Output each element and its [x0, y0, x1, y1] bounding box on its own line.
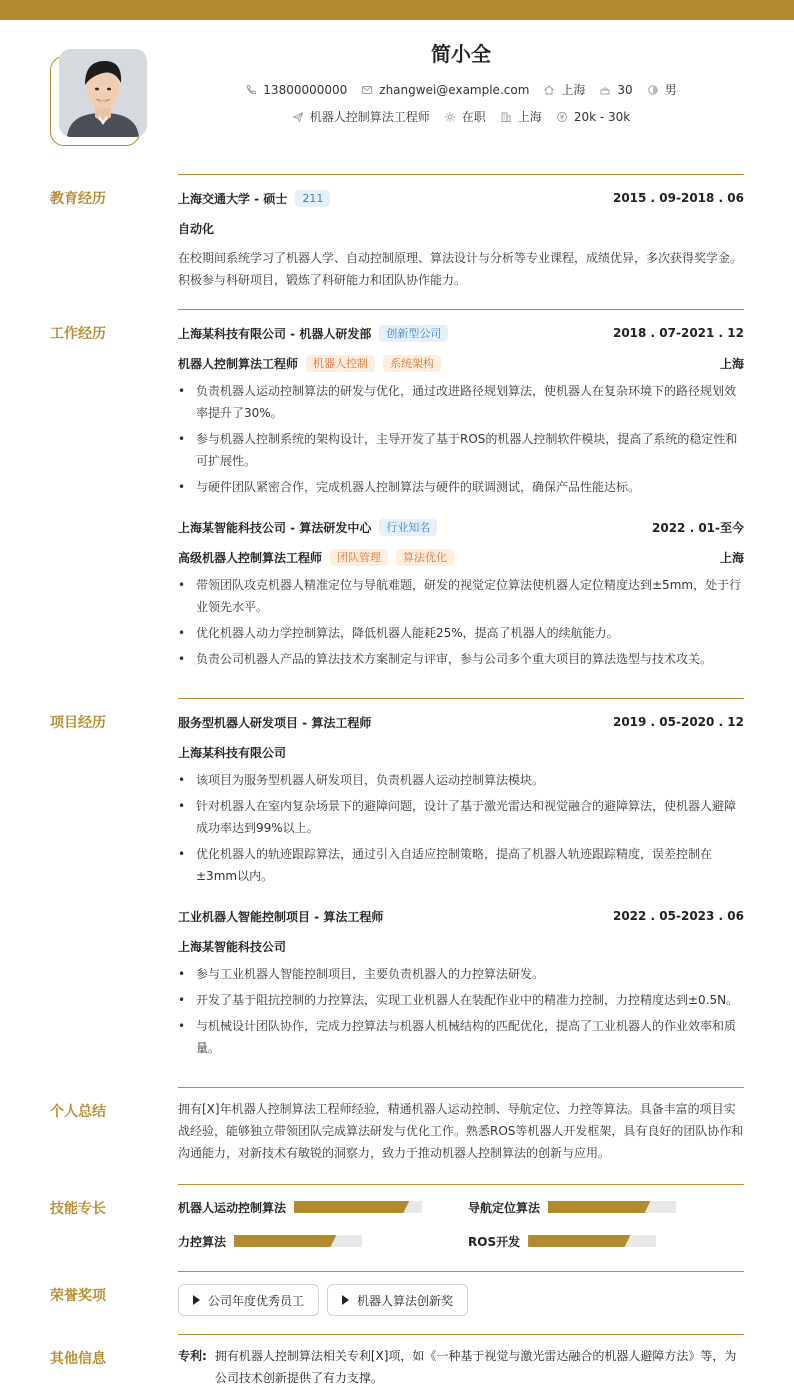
skill-name: 机器人运动控制算法 [178, 1200, 287, 1215]
section-title: 技能专长 [50, 1201, 106, 1217]
summary-body [178, 1087, 744, 1164]
skills-grid [178, 1199, 744, 1249]
bullet-item: • 带领团队攻克机器人精准定位与导航难题，研发的视觉定位算法使机器人定位精度达到±5mm，处于行业领先水平。 [178, 574, 744, 618]
bullet-item: • 参与机器人控制系统的架构设计，主导开发了基于ROS的机器人控制软件模块，提高了系统的稳定性和可扩展性。 [178, 428, 744, 472]
skills-body [178, 1184, 744, 1249]
section-title: 项目经历 [50, 715, 106, 731]
skill-fill [294, 1201, 409, 1213]
school-name: 上海交通大学 - 硕士 [178, 191, 288, 206]
skill-bar [234, 1235, 362, 1247]
honors-body [178, 1271, 744, 1316]
position-item [292, 108, 430, 125]
top-accent-bar [0, 0, 794, 20]
project-title: 服务型机器人研发项目 - 算法工程师 [178, 715, 372, 730]
gender-item [647, 81, 677, 98]
candidate-name: 简小全 [431, 42, 491, 66]
mail-icon [361, 84, 373, 96]
skill-fill [234, 1235, 336, 1247]
other-row [178, 1345, 744, 1389]
bullet-item: • 负责公司机器人产品的算法技术方案制定与评审，参与公司多个重大项目的算法选型与技术攻关。 [178, 648, 744, 670]
other-body [178, 1334, 744, 1389]
skill-bar [548, 1201, 676, 1213]
email-text: zhangwei@example.com [379, 82, 530, 97]
role-tag: 系统架构 [383, 355, 441, 372]
status-text: 在职 [461, 110, 486, 124]
skill-bar [528, 1235, 656, 1247]
honor-item [327, 1284, 468, 1316]
building-icon [500, 111, 512, 123]
skill-item [178, 1199, 468, 1215]
job-intent-row [178, 108, 744, 125]
skill-item [468, 1199, 744, 1215]
project-bullets [178, 963, 744, 1059]
cake-icon [599, 84, 611, 96]
skill-fill [548, 1201, 650, 1213]
work-bullets [178, 380, 744, 498]
bullet-item: • 负责机器人运动控制算法的研发与优化，通过改进路径规划算法，使机器人在复杂环境下的路径规划效率提升了30%。 [178, 380, 744, 424]
work-header [178, 518, 744, 536]
project-company-row [178, 937, 744, 955]
bullet-item: • 优化机器人的轨迹跟踪算法，通过引入自适应控制策略，提高了机器人轨迹跟踪精度，误差控制在±3mm以内。 [178, 843, 744, 887]
honor-text: 公司年度优秀员工 [208, 1293, 305, 1308]
summary-text: 拥有[X]年机器人控制算法工程师经验，精通机器人运动控制、导航定位、力控等算法。具备丰富的项目实战经验，能够独立带领团队完成算法研发与优化工作。熟悉ROS等机器人开发框架，具有良好的团队协作和沟通能力，对新技术有敏锐的洞察力，致力于推动机器人控制算法的创新与应用。 [178, 1102, 744, 1160]
project-company-row [178, 743, 744, 761]
skill-name: 导航定位算法 [468, 1200, 541, 1215]
project-bullets [178, 769, 744, 887]
skill-fill [528, 1235, 630, 1247]
bullet-item: • 该项目为服务型机器人研发项目，负责机器人运动控制算法模块。 [178, 769, 744, 791]
company-tag: 行业知名 [379, 519, 437, 536]
bullet-item: • 与机械设计团队协作，完成力控算法与机器人机械结构的匹配优化，提高了工业机器人的作业效率和质量。 [178, 1015, 744, 1059]
phone-icon [245, 84, 257, 96]
work-city-text: 上海 [517, 110, 542, 124]
education-body [178, 174, 744, 291]
section-title: 教育经历 [50, 191, 106, 207]
project-header [178, 713, 744, 731]
role-row [178, 354, 744, 372]
project-item [178, 907, 744, 1059]
contact-row [178, 81, 744, 98]
bullet-item: • 针对机器人在室内复杂场景下的避障问题，设计了基于激光雷达和视觉融合的避障算法，使机器人避障成功率达到99%以上。 [178, 795, 744, 839]
company-name: 上海某智能科技公司 - 算法研发中心 [178, 520, 372, 535]
city-item [543, 81, 585, 98]
bullet-item: • 开发了基于阻抗控制的力控算法，实现工业机器人在装配作业中的精准力控制，力控精度达到±0.5N。 [178, 989, 744, 1011]
project-period: 2022 . 05-2023 . 06 [612, 909, 744, 923]
education-header [178, 189, 744, 207]
honor-item [178, 1284, 319, 1316]
position-text: 机器人控制算法工程师 [309, 110, 430, 124]
skill-name: ROS开发 [468, 1234, 521, 1249]
role-tag: 团队管理 [330, 549, 388, 566]
role-tag: 算法优化 [396, 549, 454, 566]
work-item [178, 324, 744, 498]
major: 自动化 [178, 221, 215, 236]
work-city: 上海 [719, 356, 744, 371]
work-city: 上海 [719, 550, 744, 565]
age-item [599, 83, 632, 97]
work-period: 2018 . 07-2021 . 12 [612, 326, 744, 340]
role-title: 高级机器人控制算法工程师 [178, 550, 323, 565]
project-header [178, 907, 744, 925]
email-item [361, 83, 529, 97]
skill-bar [294, 1201, 422, 1213]
age-text: 30 [617, 82, 633, 97]
avatar [59, 49, 147, 137]
other-text: 拥有机器人控制算法相关专利[X]项，如《一种基于视觉与激光雷达融合的机器人避障方法》等，为公司技术创新提供了有力支撑。 [214, 1349, 737, 1385]
home-icon [543, 84, 555, 96]
skill-item [178, 1233, 468, 1249]
work-item [178, 518, 744, 670]
company-tag: 创新型公司 [379, 325, 448, 342]
gender-text: 男 [664, 83, 677, 97]
bullet-item: • 参与工业机器人智能控制项目，主要负责机器人的力控算法研发。 [178, 963, 744, 985]
projects-body [178, 698, 744, 1063]
project-company: 上海某智能科技公司 [178, 939, 287, 954]
company-name: 上海某科技有限公司 - 机器人研发部 [178, 326, 372, 341]
work-body [178, 309, 744, 674]
section-title: 荣誉奖项 [50, 1288, 106, 1304]
work-header [178, 324, 744, 342]
phone-item [245, 83, 347, 97]
work-bullets [178, 574, 744, 670]
role-tag: 机器人控制 [306, 355, 375, 372]
phone-text: 13800000000 [263, 82, 348, 97]
other-label: 专利: [178, 1349, 207, 1363]
work-city-item [500, 108, 542, 125]
play-icon [342, 1295, 349, 1305]
section-title: 其他信息 [50, 1351, 106, 1367]
major-row [178, 219, 744, 237]
project-item [178, 713, 744, 887]
project-title: 工业机器人智能控制项目 - 算法工程师 [178, 909, 384, 924]
gender-icon [647, 84, 659, 96]
city-text: 上海 [561, 83, 586, 97]
school-tag: 211 [295, 190, 330, 207]
honors-list [178, 1284, 744, 1316]
work-period: 2022 . 01-至今 [652, 520, 744, 535]
section-title: 工作经历 [50, 326, 106, 342]
status-item [444, 108, 486, 125]
project-company: 上海某科技有限公司 [178, 745, 287, 760]
salary-item [556, 110, 630, 124]
role-row [178, 548, 744, 566]
salary-text: 20k - 30k [573, 109, 631, 124]
skill-item [468, 1233, 744, 1249]
gear-icon [444, 111, 456, 123]
bullet-item: • 与硬件团队紧密合作，完成机器人控制算法与硬件的联调测试，确保产品性能达标。 [178, 476, 744, 498]
send-icon [292, 111, 304, 123]
bullet-item: • 优化机器人动力学控制算法，降低机器人能耗25%，提高了机器人的续航能力。 [178, 622, 744, 644]
play-icon [193, 1295, 200, 1305]
education-desc: 在校期间系统学习了机器人学、自动控制原理、算法设计与分析等专业课程，成绩优异，多次获得奖学金。积极参与科研项目，锻炼了科研能力和团队协作能力。 [178, 251, 743, 287]
education-period: 2015 . 09-2018 . 06 [612, 191, 744, 205]
honor-text: 机器人算法创新奖 [357, 1293, 454, 1308]
project-period: 2019 . 05-2020 . 12 [612, 715, 744, 729]
section-title: 个人总结 [50, 1104, 106, 1120]
skill-name: 力控算法 [178, 1234, 227, 1249]
coin-icon [556, 111, 568, 123]
role-title: 机器人控制算法工程师 [178, 356, 299, 371]
